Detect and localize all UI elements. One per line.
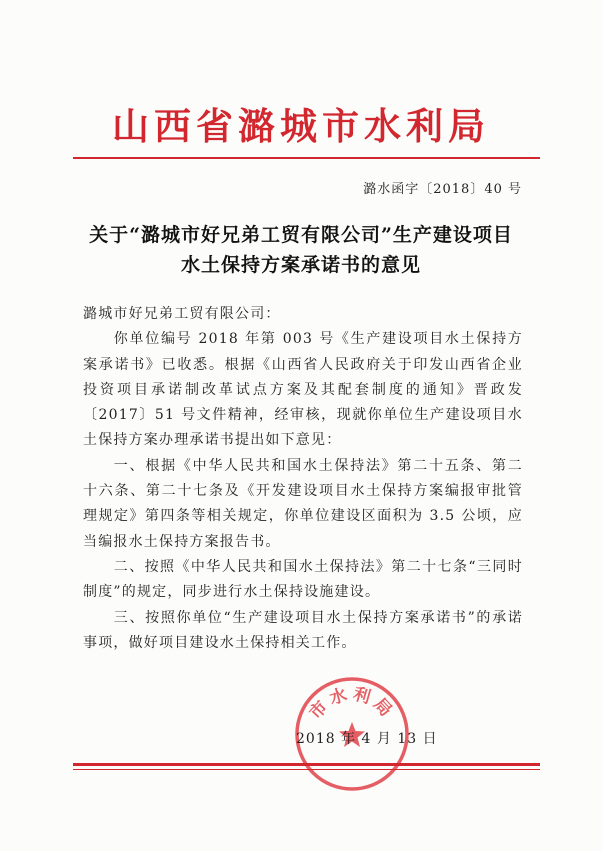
- recipient: 潞城市好兄弟工贸有限公司：: [83, 306, 281, 322]
- red-divider-bottom-thin: [73, 769, 540, 770]
- seal-text: 市水利局: [305, 684, 399, 724]
- paragraph-item-1: 一、根据《中华人民共和国水土保持法》第二十五条、第二十六条、第二十七条及《开发建设项目水土保持方案编报审批管理规定》第四条等相关规定，你单位建设区面积为 3.5 公顷，应当编报水土保持方案报告书。: [83, 457, 523, 550]
- masthead-title: 山西省潞城市水利局: [112, 104, 490, 148]
- document-number: 潞水函字〔2018〕40 号: [363, 182, 522, 197]
- red-divider-top: [73, 157, 540, 159]
- document-title-line-1: 关于“潞城市好兄弟工贸有限公司”生产建设项目: [89, 224, 513, 246]
- document-date: 2018 年 4 月 13 日: [296, 731, 438, 747]
- paragraph-item-2: 二、按照《中华人民共和国水土保持法》第二十七条“三同时制度”的规定，同步进行水土保持设施建设。: [83, 558, 523, 601]
- red-divider-bottom-thick: [73, 763, 540, 766]
- paragraph-intro: 你单位编号 2018 年第 003 号《生产建设项目水土保持方案承诺书》已收悉。根据《山西省人民政府关于印发山西省企业投资项目承诺制改革试点方案及其配套制度的通知》晋政发〔2017〕51 号文件精神，经审核，现就你单位生产建设项目水土保持方案办理承诺书提出如下意见：: [83, 331, 523, 449]
- paragraph-item-3: 三、按照你单位“生产建设项目水土保持方案承诺书”的承诺事项，做好项目建设水土保持相关工作。: [83, 609, 523, 651]
- document-body: [83, 302, 523, 656]
- document-title-line-2: 水土保持方案承诺书的意见: [180, 254, 421, 276]
